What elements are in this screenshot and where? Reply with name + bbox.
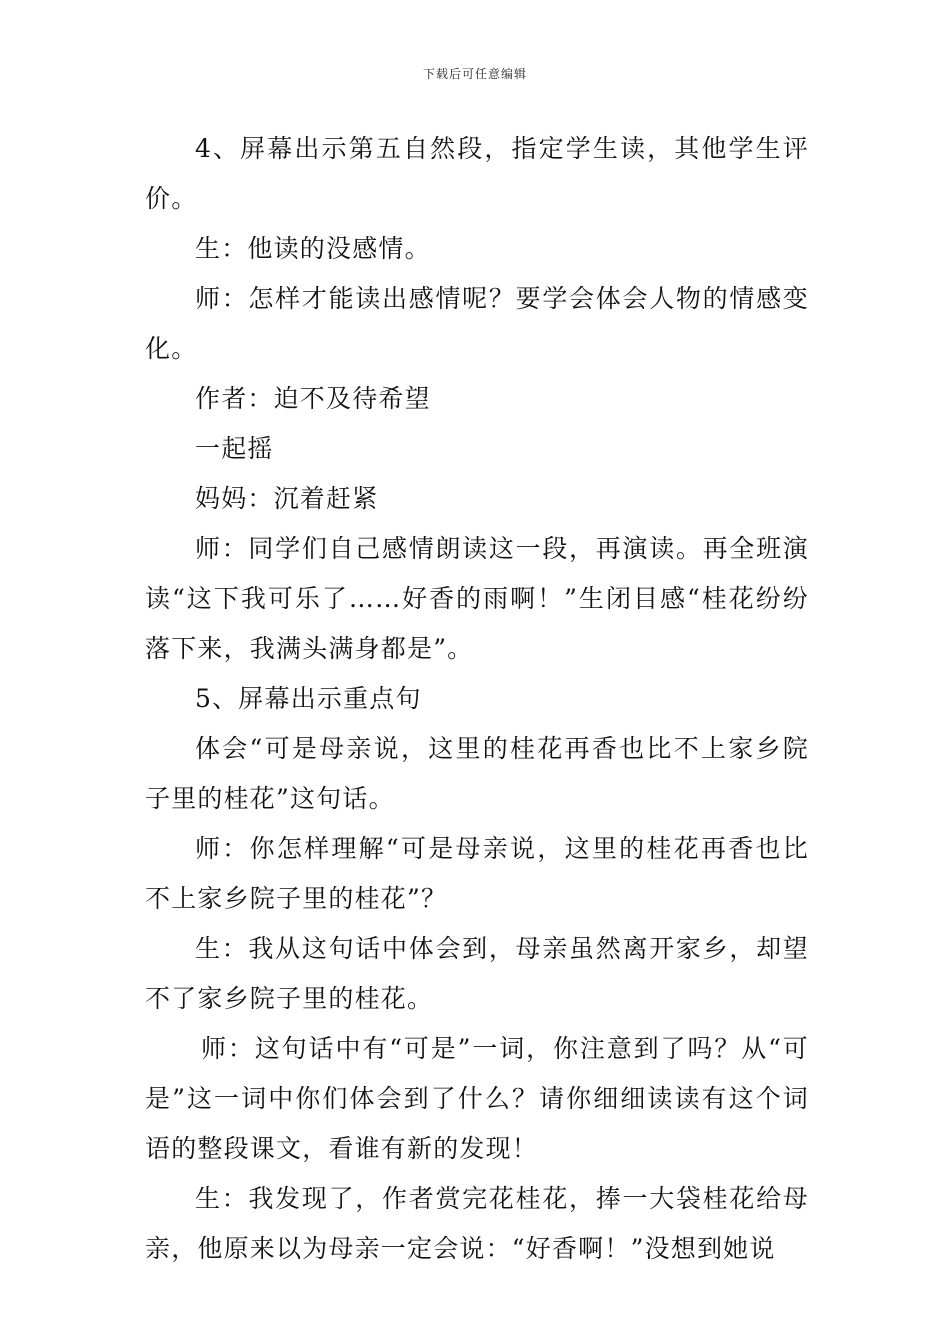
paragraph-together-shake: 一起摇 [195, 434, 274, 463]
paragraph-teacher-4: 师：这句话中有“可是”一词，你注意到了吗？从“可是”这一词中你们体会到了什么？请你细细读读有这个词语的整段课文，看谁有新的发现！ [145, 1034, 809, 1163]
document-body [145, 124, 809, 1274]
page-header: 下载后可任意编辑 [422, 67, 527, 81]
paragraph-step-5: 5、屏幕出示重点句 [195, 684, 422, 713]
paragraph-teacher-3: 师：你怎样理解“可是母亲说，这里的桂花再香也比不上家乡院子里的桂花”？ [145, 834, 809, 913]
paragraph-author-words: 作者：迫不及待希望 [195, 384, 431, 413]
paragraph-mother-words: 妈妈：沉着赶紧 [195, 484, 379, 513]
paragraph-step-4: 4、屏幕出示第五自然段，指定学生读，其他学生评价。 [145, 134, 809, 213]
paragraph-key-sentence: 体会“可是母亲说，这里的桂花再香也比不上家乡院子里的桂花”这句话。 [145, 734, 809, 813]
paragraph-teacher-1: 师：怎样才能读出感情呢？要学会体会人物的情感变化。 [145, 284, 809, 363]
paragraph-student-1: 生：他读的没感情。 [195, 234, 431, 263]
paragraph-teacher-2: 师：同学们自己感情朗读这一段，再演读。再全班演读“这下我可乐了……好香的雨啊！”生闭目感“桂花纷纷落下来，我满头满身都是”。 [145, 534, 809, 663]
paragraph-student-2: 生：我从这句话中体会到，母亲虽然离开家乡，却望不了家乡院子里的桂花。 [145, 934, 809, 1013]
paragraph-student-3: 生：我发现了，作者赏完花桂花，捧一大袋桂花给母亲，他原来以为母亲一定会说：“好香啊！”没想到她说 [145, 1184, 809, 1263]
